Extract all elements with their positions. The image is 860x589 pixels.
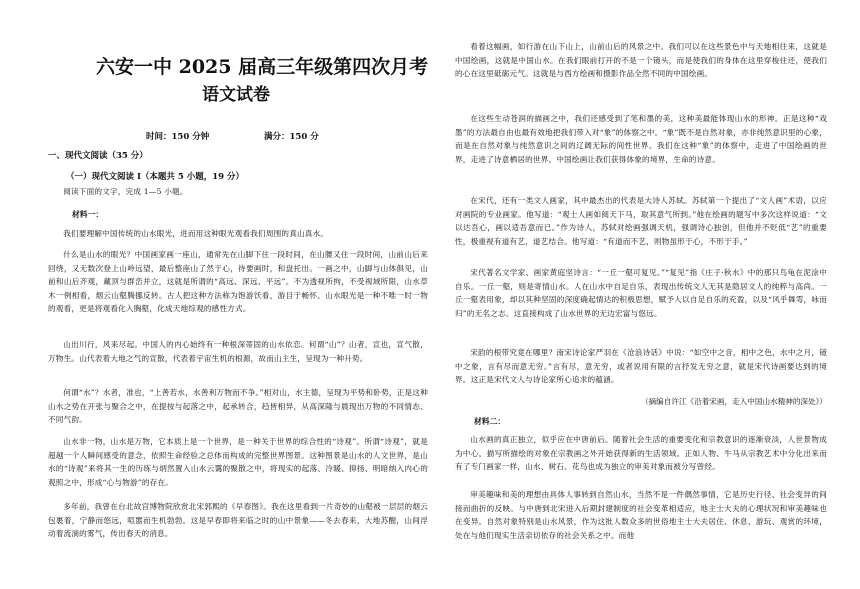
exam-score: 满分：150 分 [264, 132, 319, 142]
exam-time: 时间：150 分钟 [146, 132, 210, 142]
right-paragraph: 山水画的真正独立，似乎应在中唐前后。随着社会生活的重要变化和宗教意识的逐渐衰淡，人世景物成为中心，描写所描绘的对象在宗教画之外开始获得新的生活领域。正如人物、牛马从宗教艺术中分化出来而有了专门画家一样，山水、树石、花鸟也成为独立的审美对象而被分写曾经。 [455, 435, 827, 472]
subsection-heading: （一）现代文阅读 Ⅰ（本题共 5 小题，19 分） [66, 172, 245, 182]
left-paragraph: 什么是山水的眼光？中国画家画一座山，通常先在山脚下住一段时间，在山腰又住一段时间，山前山后来回绕，又无数次登上山岭远望，最后整座山了然于心，待要画时，和盘托出。一画之中，山脚与山体俱见，山前和山后齐观，藏顶与群峦并立，这就是所谓的“高远、深远、平远”。不为透视所拘，不受视域所限，山水草木一例相看，烟云山壑腾挪反转。古人把这种方法称为饱游饫看，游目于畅怀。山水眼光是一种不唯一时一物的观看，更是将观看化入胸壑，化成天地综观的感性方式。 [48, 250, 428, 314]
left-paragraph: 何谓“水”？水者，准也，“上善若水，水善利万物而不争。”相对山，水主德，呈现为平势和卧势，正是这种山水之势在开张与聚合之中，在提按与起落之中，起承转合，趋皆相异，从高深隆与晨现出万物的不同情态、不同气韵。 [48, 388, 428, 425]
right-paragraph: 在宋代，还有一类文人画家，其中最杰出的代表是大诗人苏轼。苏轼第一个提出了“文人画”术语，以应对画院的专业画家。他写道：“观士人画如阅天下马，取其意气所到。”他在绘画的题写中多次这样说道：“文以达吾心，画以适吾意而已。”作为诗人，苏轼对绘画强调天机，强调诗心独创，但他并不贬低“艺”的重要性，极重视有道有艺，道艺结合。他写道：“有道而不艺，则物虽形于心，不形于手。” [455, 196, 827, 246]
right-paragraph: 审美趣味和美的理想由具体人事转到自然山水，当然不是一件偶然事情，它是历史行径、社会变异的间接而曲折的反映。与中唐到北宋进入后期封建制度的社会变革相适应，地主士大夫的心理状况和审美趣味也在变异。自然对象特别是山水风景，作为这批人数众多的世俗地主士大夫居住、休息、游玩、观赏的环境，处在与他们现实生活亲切依存的社会关系之中。而他 [455, 490, 827, 540]
left-paragraph: 山水非一物，山水是万物，它本质上是一个世界，是一种关于世界的综合性的“诗观”。所谓“诗观”，就是超越一个人瞬间感受的意念，依照生命经验之总体而构成的完整世界图景。这种图景是山水的人文世界，是山水的“诗观”来将其一生的历练与炳然置入山水云霭的聚散之中，将现实的起落、冷暖、抑扬、明暗纳入内心的观照之中，形成“心与物游”的存在。 [48, 437, 428, 487]
material1-label: 材料一： [72, 210, 104, 219]
left-paragraph: 我们要理解中国传统的山水眼光，进而用这种眼光观看我们周围的真山真水。 [63, 229, 329, 238]
source-citation: （摘编自许江《沿着宋画，走入中国山水精神的深处》） [640, 397, 827, 406]
exam-title: 六安一中 2025 届高三年级第四次月考 [96, 56, 429, 78]
material2-label: 材料二： [474, 417, 506, 426]
section-heading: 一、现代文阅读（35 分） [48, 151, 148, 161]
right-paragraph: 在这些生动苍润的描画之中，我们还感受到了笔和墨的美，这种美最能体现山水的形神。正是这种“戏墨”的方法最自由也最有效地把我们带入对“象”的体察之中。“象”既不是自然对象，亦非纯然意识里的心象，而是在自然对象与纯然意识之间的辽阔无际的间性世界。我们在这种“象”的体察中，走进了中国绘画的世界，走进了诗意栖居的世界。中国绘画让我们获得体象的境界，生命的诗意。 [455, 114, 827, 164]
exam-subtitle: 语文试卷 [202, 85, 270, 105]
left-paragraph: 多年前，我曾在台北故宫博物院欣赏北宋郭熙的《早春图》。我在这里看到一片奇妙的山壑被一层层的烟云包裹着，宁静而悠远，喧嚣而生机勃勃。这是早春即将来临之时的山中景象——冬去春来，大地苏醒，山间浮动着流淌的雾气，传出春天的消息。 [48, 502, 428, 539]
right-paragraph: 宋韵的根带究竟在哪里？南宋诗论家严羽在《沧浪诗话》中说：“如空中之音，相中之色，水中之月，镜中之象，言有尽而意无穷。”言有尽，意无穷，或者说用有限的言抒发无穷之意，就是宋代诗画要达到的境界。这正是宋代文人与诗论家所心追求的蕴涵。 [455, 348, 827, 385]
left-paragraph: 山出川行，风来尽起。中国人的内心始终有一种根深蒂固的山水依恋。何谓“山”？山者，宣也，宣气散，万物生。山代表着大地之气的宣散，代表着宇宙生机的根源，故而山主生，呈现为一种升势。 [48, 340, 428, 363]
right-paragraph: 看着这幅画，如行游在山下山上，山前山后的风景之中。我们可以在这些景色中与天地相往来，这就是中国绘画，这就是中国山水。在我们眼前打开的不是一个镜头，而是使我们的身体在这里穿梭往还，使我们的心在这里砥砺元气。这就是与西方绘画和摄影作品全然不同的中国绘画。 [455, 42, 827, 79]
right-paragraph: 宋代著名文学家、画家黄庭坚诗言：“一丘一壑可复见。”“复见”指《庄子·秋水》中的那只鸟龟在泥涂中自乐。一丘一壑，则是寄情山水。人在山水中自足自乐，表现出传统文人无其是隐居文人的纯粹与高尚。一丘一壑表用象，却以其种坚固的深度确起情达的积极思想，赋予人以自足自乐的充盈，以及“风乎舞雩，咏而归”的无名之志。这直接构成了山水世界的无边宏富与悠远。 [455, 268, 827, 318]
instruction: 阅读下面的文字，完成 1—5 小题。 [63, 187, 188, 196]
